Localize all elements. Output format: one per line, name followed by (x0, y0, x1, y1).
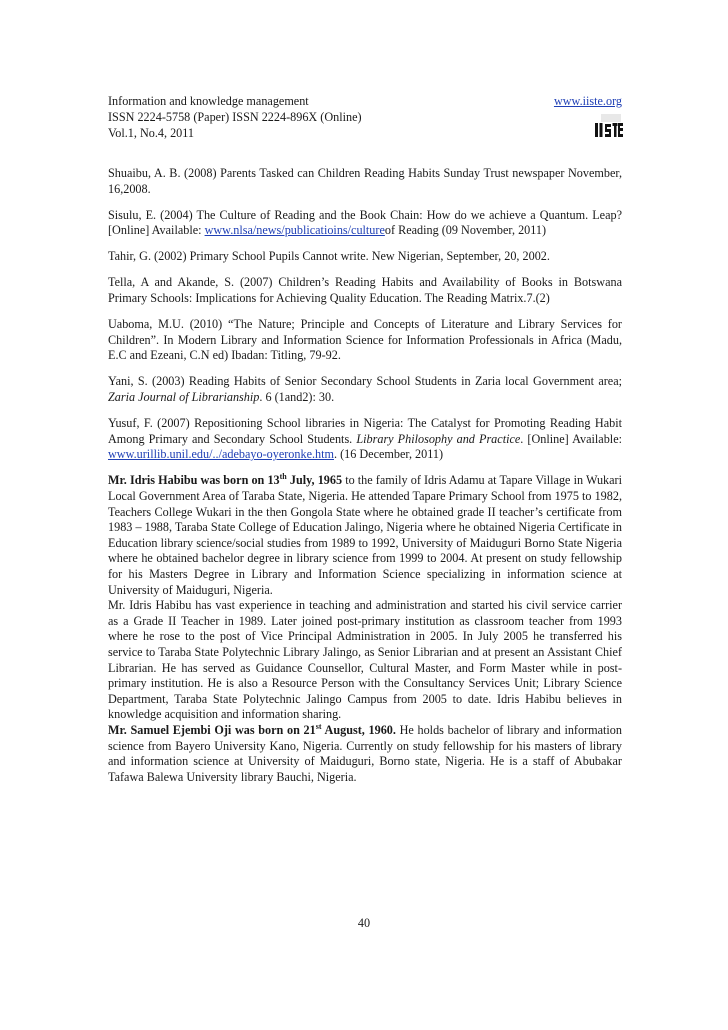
reference-uaboma: Uaboma, M.U. (2010) “The Nature; Principle and Concepts of Literature and Library Services for Children”. In Modern Library and Information Science for Information Professionals in Africa (Madu, E.C and Ezeani, C.N ed) Ibadan: Titling, 79-92. (108, 317, 622, 363)
bio-samuel-name-text: Mr. Samuel Ejembi Oji was born on 21 (108, 722, 316, 737)
reference-yusuf-link[interactable]: www.urillib.unil.edu/../adebayo-oyeronke.htm (108, 447, 334, 462)
journal-url-link[interactable]: www.iiste.org (553, 94, 622, 108)
reference-yusuf-text: Yusuf, F. (2007) Repositioning School libraries in Nigeria: The Catalyst for Promoting Reading Habit Among Primary and Secondary School Students. (108, 416, 622, 446)
reference-tahir: Tahir, G. (2002) Primary School Pupils Cannot write. New Nigerian, September, 20, 2002. (108, 249, 550, 264)
reference-shuaibu: Shuaibu, A. B. (2008) Parents Tasked can Children Reading Habits Sunday Trust newspaper November, 16,2008. (108, 166, 622, 196)
bio-samuel-oji (108, 723, 622, 785)
reference-sisulu-end: of Reading (09 November, 2011) (384, 223, 547, 238)
bio-idris-name (108, 473, 342, 487)
reference-sisulu-text: Sisulu, E. (2004) The Culture of Reading and the Book Chain: How do we achieve a Quantum. Leap? [Online] Available: (108, 207, 622, 238)
bio-samuel-name (108, 723, 396, 737)
bio-samuel-date: August, 1960. (321, 722, 396, 737)
page-number: 40 (357, 916, 371, 930)
bio-idris-date: July, 1965 (286, 473, 343, 488)
bio-idris-habibu (108, 473, 622, 598)
reference-yani (108, 374, 622, 405)
bio-samuel-sup: st (315, 721, 322, 731)
page-content (108, 166, 622, 796)
reference-yani-end: . 6 (1and2): 30. (259, 390, 335, 405)
reference-yusuf-mid: . [Online] Available: (520, 431, 622, 446)
reference-sisulu (108, 208, 622, 239)
reference-yani-text: Yani, S. (2003) Reading Habits of Senior Secondary School Students in Zaria local Government area; (108, 374, 622, 389)
bio-idris-name-text: Mr. Idris Habibu was born on 13 (108, 473, 280, 488)
bio-idris-sup: th (279, 472, 287, 482)
page-header (108, 93, 622, 141)
journal-title: Information and knowledge management (108, 94, 309, 108)
volume-line: Vol.1, No.4, 2011 (108, 126, 194, 140)
iiste-logo (595, 113, 623, 139)
reference-yusuf-end: . (16 December, 2011) (333, 447, 444, 462)
reference-tella: Tella, A and Akande, S. (2007) Children’s Reading Habits and Availability of Books in Botswana Primary Schools: Implications for Achieving Quality Education. The Reading Matrix.7.(2) (108, 275, 622, 306)
reference-yani-journal: Zaria Journal of Librarianship (108, 390, 260, 405)
bio-samuel-text: He holds bachelor of library and information science from Bayero University Kano, Nigeria. Currently on study fellowship for his masters of library and information science at University of Maiduguri, Borno state, Nigeria. He is a staff of Abubakar Tafawa Balewa University library Bauchi, Nigeria. (108, 722, 622, 784)
reference-sisulu-link[interactable]: www.nlsa/news/publicatioins/culture (204, 223, 385, 238)
bio-idris-text: to the family of Idris Adamu at Tapare Village in Wukari Local Government Area of Taraba State, Nigeria. He attended Tapare Primary School from 1975 to 1982, Teachers College Wukari in the then Gongola State where he obtained grade II teacher’s certificate from 1983 – 1988, Taraba State College of Education Jalingo, Nigeria where he obtained Nigeria Certificate in Education library science/social studies from 1989 to 1992, University of Maiduguri Borno State Nigeria where he obtained bachelor degree in library science from 1999 to 2004. At present on study fellowship for his Masters Degree in Library and Information Science specializing in information science at University of Maiduguri, Nigeria. (108, 473, 622, 597)
reference-yusuf-journal: Library Philosophy and Practice (356, 431, 521, 446)
bio-idris-experience: Mr. Idris Habibu has vast experience in teaching and administration and started his civil service carrier as a Grade II Teacher in 1989. Later joined post-primary institution as classroom teacher from 1993 where he rose to the post of Vice Principal Administration in 2005. In July 2005 he transferred his service to Taraba State Polytechnic Library Jalingo, as Senior Librarian and at present an Assistant Chief Librarian. He has served as Guidance Counsellor, Cultural Master, and Form Master while in post-primary institution. He is also a Resource Person with the Consultancy Services Unit; Library Science Department, Taraba State Polytechnic Jalingo Campus from 2005 to date. Idris Habibu believes in knowledge acquisition and information sharing. (108, 598, 622, 722)
issn-line: ISSN 2224-5758 (Paper) ISSN 2224-896X (Online) (108, 110, 362, 124)
reference-yusuf (108, 416, 622, 463)
